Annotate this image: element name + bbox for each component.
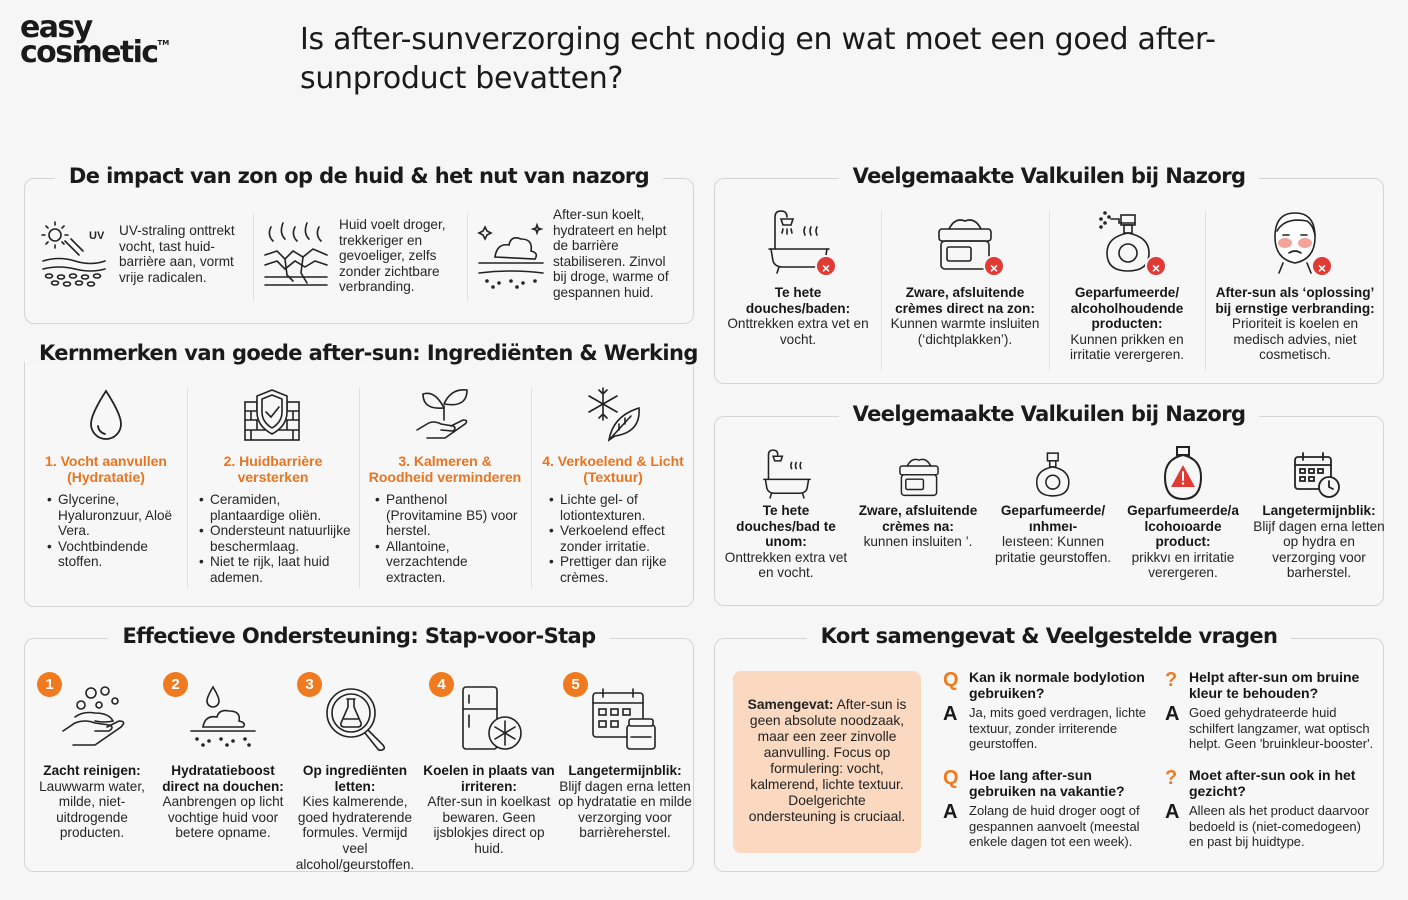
valkuilen-panel-title: Veelgemaakte Valkuilen bij Nazorg <box>715 164 1383 192</box>
question-mark-icon: Q <box>943 669 959 691</box>
water-drop-icon <box>85 388 127 444</box>
pitfall-text: After-sun als ‘oplossing’ bij ernstige verbranding: Prioriteit is koelen en medisch advies, niet cosmetisch. <box>1215 285 1375 363</box>
brick-shield-icon <box>243 388 301 442</box>
logo-line-1: easy <box>20 10 92 45</box>
pitfall-column <box>857 417 979 605</box>
step-text: Op ingrediënten letten: Kies kalmerende, goed hydraterende formules. Vermijd veel alcohol/geurstoffen. <box>295 763 415 872</box>
pitfall-column <box>715 179 881 383</box>
pitfall-column <box>1049 179 1205 383</box>
bullet-item: • Ceramiden, plantaardige oliën. <box>199 492 355 523</box>
faq-answer: Ja, mits goed verdragen, lichte textuur, zonder irriterende geurstoffen. <box>969 705 1147 751</box>
warning-x-icon: × <box>983 255 1005 277</box>
impact-text-3: After-sun koelt, hydrateert en helpt de barrière stabiliseren. Zinvol bij droge, warme of gespannen huid. <box>553 207 669 300</box>
pitfall-text: Zware, afsluitende crèmes direct na zon: Kunnen warmte insluiten (‘dichtplakken’). <box>890 285 1040 347</box>
kenmerk-column <box>359 356 531 606</box>
impact-text-1: UV-straling onttrekt vocht, tast huid-barrière aan, vormt vrije radicalen. <box>119 223 235 285</box>
kenmerk-bullets <box>549 492 691 586</box>
faq-question: Moet after-sun ook in het gezicht? <box>1189 767 1356 799</box>
bullet-item: • Panthenol (Provitamine B5) voor herstel. <box>375 492 525 539</box>
kenmerk-title: 2. Huidbarrière versterken <box>223 453 323 485</box>
answer-letter-icon: A <box>943 801 958 823</box>
kenmerk-title: 1. Vocht aanvullen (Hydratatie) <box>45 453 167 485</box>
impact-panel-title: De impact van zon op de huid & het nut van nazorg <box>25 164 693 192</box>
answer-letter-icon: A <box>943 703 958 725</box>
brand-logo <box>20 10 190 70</box>
step-number: 2 <box>163 672 188 697</box>
valkuilen-alt-panel-title: Veelgemaakte Valkuilen bij Nazorg <box>715 402 1383 430</box>
summary-box: Samengevat: After-sun is geen absolute noodzaak, maar een zeer zinvolle aanvulling. Focus op formulering: vocht, kalmerend, lichte textuur. Doelgerichte ondersteuning is cruciaal. <box>733 671 921 853</box>
pitfall-text: Langetermijnblik: Blijf dagen erna letten op hydra en verzorging voor barherstel. <box>1253 503 1385 581</box>
answer-letter-icon: A <box>1165 801 1180 823</box>
answer-letter-icon: A <box>1165 703 1180 725</box>
logo-line-2: cosmetic™ <box>20 34 170 70</box>
step-number: 5 <box>563 672 588 697</box>
pitfall-column <box>1205 179 1385 383</box>
faq-question: Kan ik normale bodylotion gebruiken? <box>969 669 1145 701</box>
pitfall-text: Geparfumeerde/a lcohoıoarde product: prikkvı en irritatie verergeren. <box>1127 503 1239 581</box>
stappen-panel-title: Effectieve Ondersteuning: Stap-voor-Stap <box>25 624 693 652</box>
bathtub-shower-icon <box>761 447 813 501</box>
pitfall-text: Geparfumeerde/ alcoholhoudende producten: Kunnen prikken en irritatie verergeren. <box>1069 285 1185 363</box>
pitfall-column <box>1253 417 1385 605</box>
kenmerk-column <box>25 356 187 606</box>
kenmerk-title: 3. Kalmeren & Roodheid verminderen <box>368 453 522 485</box>
bullet-item: • Lichte gel- of lotiontexturen. <box>549 492 691 523</box>
kenmerk-title: 4. Verkoelend & Licht (Textuur) <box>542 453 684 485</box>
faq-answer: Zolang de huid droger oogt of gespannen aanvoelt (meestal enkele dagen tot een week). <box>969 803 1140 849</box>
bullet-item: • Vochtbindende stoffen. <box>47 539 179 570</box>
bullet-item: • Verkoelend effect zonder irritatie. <box>549 523 691 554</box>
step-text: Langetermijnblik: Blijf dagen erna letten op hydratatie en milde verzorging voor barrièreherstel. <box>558 763 692 841</box>
bullet-item: • Prettiger dan rijke crèmes. <box>549 554 691 585</box>
kenmerk-bullets <box>375 492 525 586</box>
pitfall-column <box>881 179 1049 383</box>
calendar-clock-icon <box>1293 451 1341 499</box>
warning-x-icon: × <box>815 255 837 277</box>
kenmerk-column <box>187 356 359 606</box>
kenmerken-panel <box>24 341 698 607</box>
step-column <box>25 639 159 871</box>
cream-jar-icon <box>897 455 941 499</box>
bullet-item: • Ondersteunt natuurlijke beschermlaag. <box>199 523 355 554</box>
faq-panel-title: Kort samengevat & Veelgestelde vragen <box>715 624 1383 652</box>
magnifier-bottle-icon <box>323 685 389 753</box>
faq-panel <box>714 624 1384 872</box>
perfume-bottle-icon <box>1029 447 1075 499</box>
step-text: Hydratatieboost direct na douchen: Aanbrengen op licht vochtige huid voor betere opname. <box>162 763 284 841</box>
leaf-hand-icon <box>415 386 473 444</box>
valkuilen-panel <box>714 164 1384 384</box>
fridge-icon <box>461 685 523 753</box>
cream-drop-icon <box>189 685 257 749</box>
pitfall-text: Te hete douches/baden: Onttrekken extra vet en vocht. <box>727 285 869 347</box>
washing-hands-icon <box>61 683 131 753</box>
pitfall-column <box>715 417 857 605</box>
pitfall-column <box>1121 417 1245 605</box>
cream-skin-icon <box>477 221 545 289</box>
step-number: 1 <box>37 672 62 697</box>
question-mark-icon: ? <box>1165 767 1178 789</box>
step-text: Koelen in plaats van irriteren: After-sun in koelkast bewaren. Geen ijsblokjes direct op huid. <box>423 763 555 856</box>
step-number: 3 <box>297 672 322 697</box>
impact-panel <box>24 164 694 324</box>
warning-bottle-icon <box>1161 445 1205 501</box>
kenmerk-column <box>531 356 695 606</box>
bullet-item: • Allantoine, verzachtende extracten. <box>375 539 525 586</box>
faq-question: Hoe lang after-sun gebruiken na vakantie? <box>969 767 1125 799</box>
step-number: 4 <box>429 672 454 697</box>
pitfall-text: Te hete douches/bad te unom: Onttrekken extra vet en vocht. <box>724 503 848 581</box>
valkuilen-panel-alt <box>714 402 1385 606</box>
page-title: Is after-sunverzorging echt nodig en wat moet een goed after-sunproduct bevatten? <box>300 22 1216 96</box>
divider <box>253 213 254 301</box>
snowflake-leaf-icon <box>585 386 643 444</box>
question-mark-icon: ? <box>1165 669 1178 691</box>
kenmerken-panel-title: Kernmerken van goede after-sun: Ingrediënten & Werking <box>25 341 693 369</box>
warning-x-icon: × <box>1311 255 1333 277</box>
step-column <box>287 639 423 871</box>
bullet-item: • Niet te rijk, laat huid ademen. <box>199 554 355 585</box>
kenmerk-bullets <box>199 492 355 586</box>
step-text: Zacht reinigen: Lauwwarm water, milde, niet-uitdrogende producten. <box>39 763 145 841</box>
question-mark-icon: Q <box>943 767 959 789</box>
pitfall-text: Geparfumeerde/ ınhmeı- leısteen: Kunnen pritatie geurstoffen. <box>994 503 1112 565</box>
stappen-panel <box>24 624 694 872</box>
bullet-item: • Glycerine, Hyaluronzuur, Aloë Vera. <box>47 492 179 539</box>
pitfall-text: Zware, afsluitende crèmes na: kunnen insluiten ’. <box>858 503 978 550</box>
faq-answer: Alleen als het product daarvoor bedoeld is (niet-comedogeen) en past bij huidtype. <box>1189 803 1369 849</box>
warning-x-icon: × <box>1145 255 1167 277</box>
divider <box>467 213 468 301</box>
step-column <box>159 639 287 871</box>
uv-label: UV <box>89 230 105 242</box>
faq-question: Helpt after-sun om bruine kleur te behouden? <box>1189 669 1360 701</box>
step-column <box>555 639 695 871</box>
kenmerk-bullets <box>47 492 179 570</box>
calendar-jar-icon <box>591 687 657 751</box>
faq-answer: Goed gehydrateerde huid schilfert langzamer, wat optisch helpt. Geen 'bruinkleur-booster'. <box>1189 705 1374 751</box>
impact-text-2: Huid voelt droger, trekkeriger en gevoeliger, zelfs zonder zichtbare verbranding. <box>339 217 446 295</box>
dry-skin-icon <box>263 221 329 289</box>
pitfall-column <box>985 417 1121 605</box>
step-column <box>423 639 555 871</box>
